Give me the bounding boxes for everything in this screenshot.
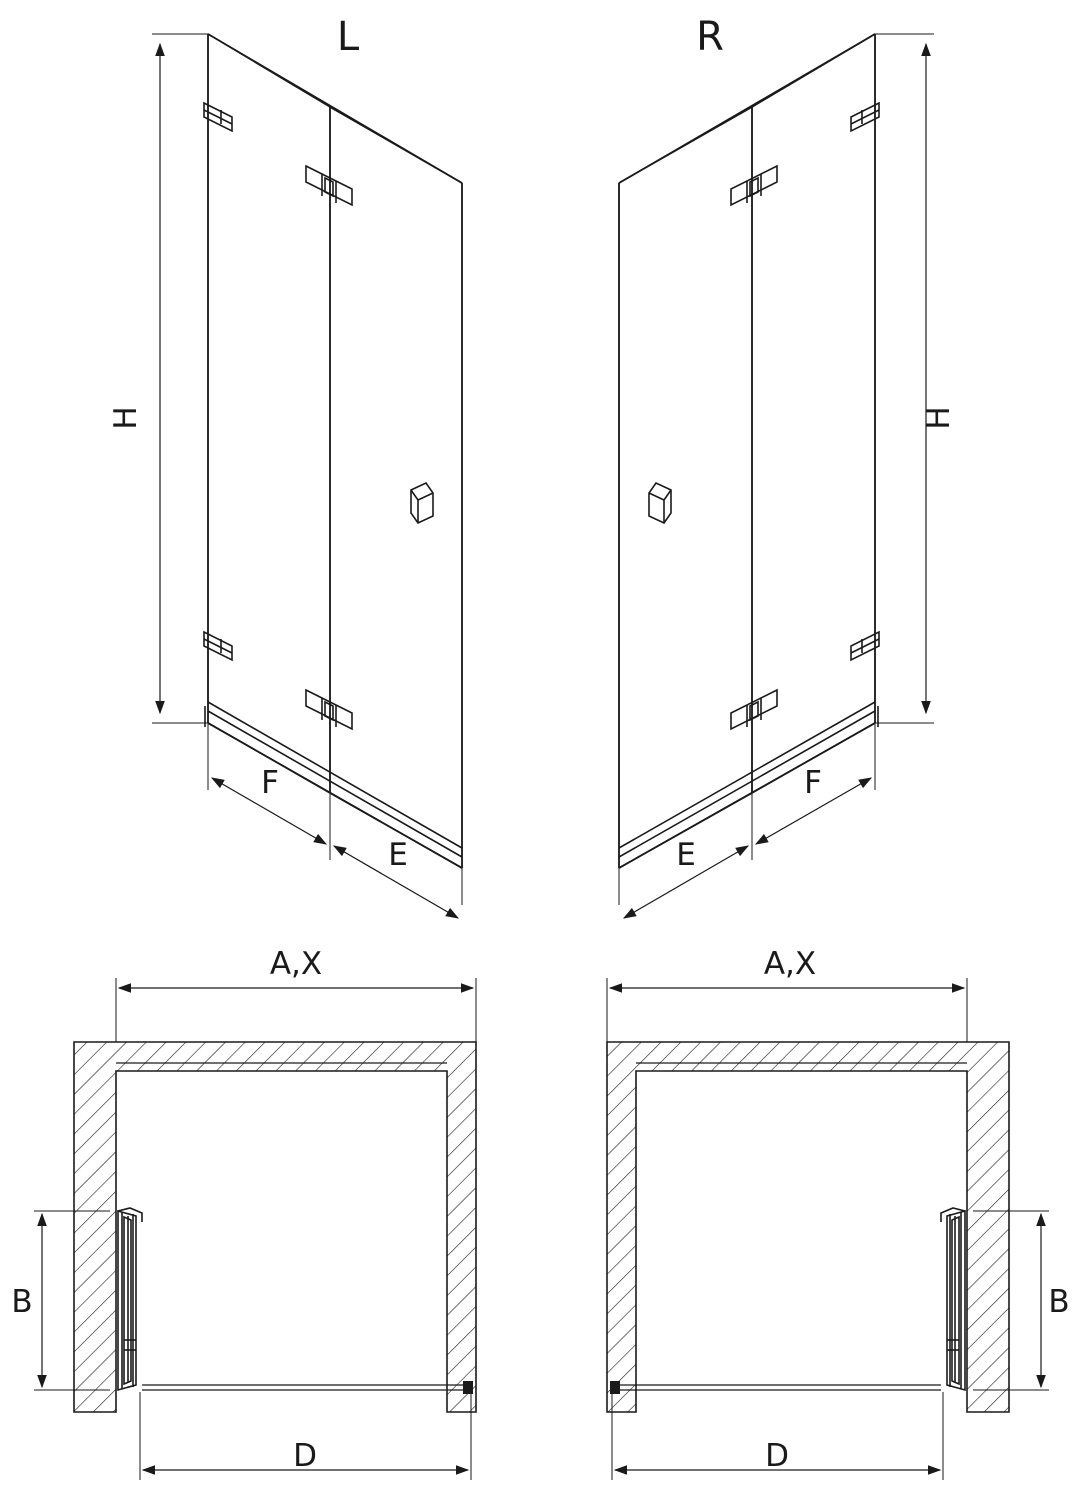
iso-right-door-handle [649, 483, 671, 523]
dim-label-height-right: H [921, 406, 957, 430]
plan-right-folded-door [941, 1208, 965, 1390]
plan-right-dim-width [607, 978, 967, 1042]
plan-right-fixed-glass [610, 1381, 941, 1394]
plan-left-dim-width [116, 978, 476, 1042]
iso-left-door-panel [330, 107, 462, 868]
iso-right-hinge-top [731, 166, 777, 205]
variant-label-left: L [336, 14, 360, 60]
iso-right-fixed-panel [752, 34, 875, 793]
variant-label-right: R [696, 14, 724, 60]
iso-right-base-rail [619, 702, 878, 868]
dim-label-opening-right: D [765, 1438, 789, 1474]
plan-view-right [607, 978, 1049, 1480]
iso-left-hinge-top [306, 166, 352, 205]
dim-label-door-right: E [676, 837, 696, 873]
iso-right-dim-height [875, 34, 934, 723]
dim-label-depth-right: B [1048, 1284, 1070, 1320]
iso-left-door-handle [411, 483, 433, 523]
dim-label-opening-left: D [293, 1438, 317, 1474]
dim-label-depth-left: B [11, 1284, 33, 1320]
plan-left-fixed-glass [142, 1381, 473, 1394]
plan-view-left [34, 978, 476, 1480]
iso-right-hinge-bottom [731, 690, 777, 729]
plan-right-walls [607, 1042, 1009, 1412]
iso-left-side-panel [208, 34, 462, 868]
dim-label-width-right: A,X [763, 946, 817, 982]
dim-label-door-left: E [388, 837, 408, 873]
iso-left-dim-height [152, 34, 208, 723]
dim-label-width-left: A,X [269, 946, 323, 982]
iso-left-fixed-panel [208, 34, 330, 793]
dim-label-fixed-right: F [804, 765, 822, 801]
plan-left-folded-door [118, 1208, 142, 1390]
iso-left-hinge-bottom [306, 690, 352, 729]
dim-label-fixed-left: F [261, 765, 279, 801]
iso-left-base-rail [205, 702, 462, 868]
iso-right-door-panel [619, 107, 752, 868]
iso-view-left [152, 34, 462, 918]
dim-label-height-left: H [108, 406, 144, 430]
iso-right-side-panel [619, 34, 875, 868]
iso-view-right [619, 34, 934, 918]
plan-left-walls [74, 1042, 476, 1412]
